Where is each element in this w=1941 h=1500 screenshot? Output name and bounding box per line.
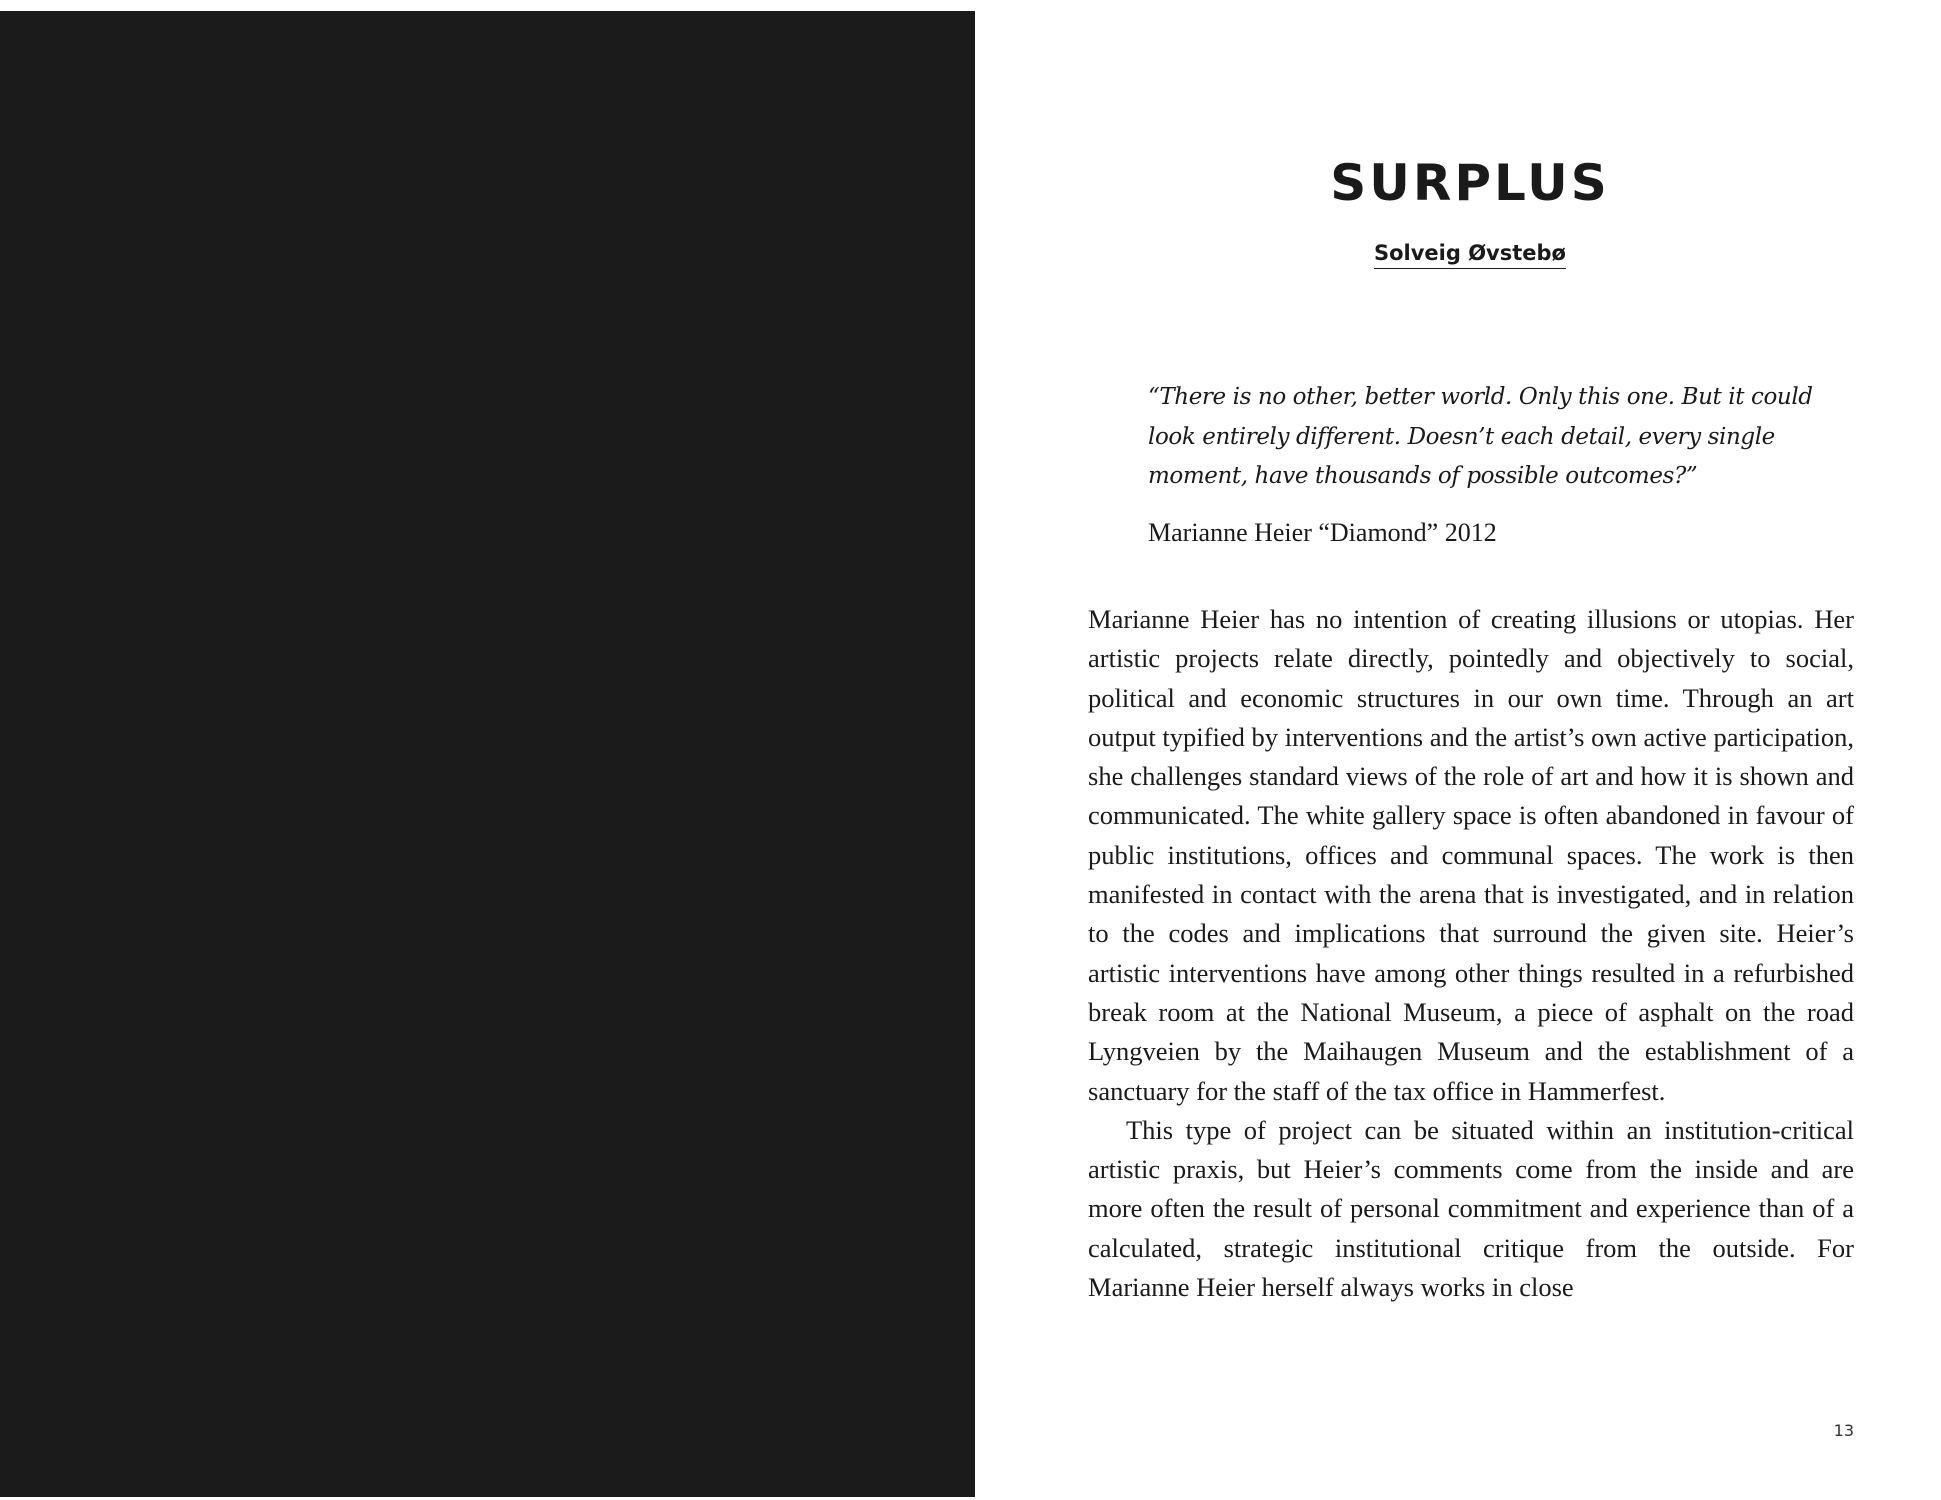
author-byline bbox=[1090, 240, 1850, 269]
author-name: Solveig Øvstebø bbox=[1374, 240, 1566, 269]
body-text bbox=[1088, 600, 1854, 1307]
body-paragraph-2: This type of project can be situated within an institution-critical artistic praxis, but Heier’s comments come from the inside and are more often the result of personal commitment and experience than of a calculated, strategic institutional critique from the outside. For Marianne Heier herself always works in close bbox=[1088, 1114, 1854, 1303]
left-page-black-panel bbox=[0, 11, 975, 1497]
epigraph-quote: “There is no other, better world. Only this one. But it could look entirely different. Doesn’t each detail, every single moment, have thousands of possible outcomes?” bbox=[1148, 384, 1813, 489]
page-number: 13 bbox=[1833, 1421, 1854, 1440]
article-title: SURPLUS bbox=[1330, 154, 1610, 212]
epigraph-source: Marianne Heier “Diamond” 2012 bbox=[1148, 518, 1497, 547]
body-paragraph-1: Marianne Heier has no intention of creating illusions or utopias. Her artistic projects relate directly, pointedly and objectively to social, political and economic structures in our own time. Through an art output typified by interventions and the artist’s own active participation, she challenges standard views of the role of art and how it is shown and communicated. The white gallery space is often abandoned in favour of public institutions, offices and communal spaces. The work is then manifested in contact with the arena that is investigated, and in relation to the codes and implications that surround the given site. Heier’s artistic interventions have among other things resulted in a refurbished break room at the National Museum, a piece of asphalt on the road Lyngveien by the Maihaugen Museum and the establishment of a sanctuary for the staff of the tax office in Hammerfest. bbox=[1088, 604, 1854, 1106]
